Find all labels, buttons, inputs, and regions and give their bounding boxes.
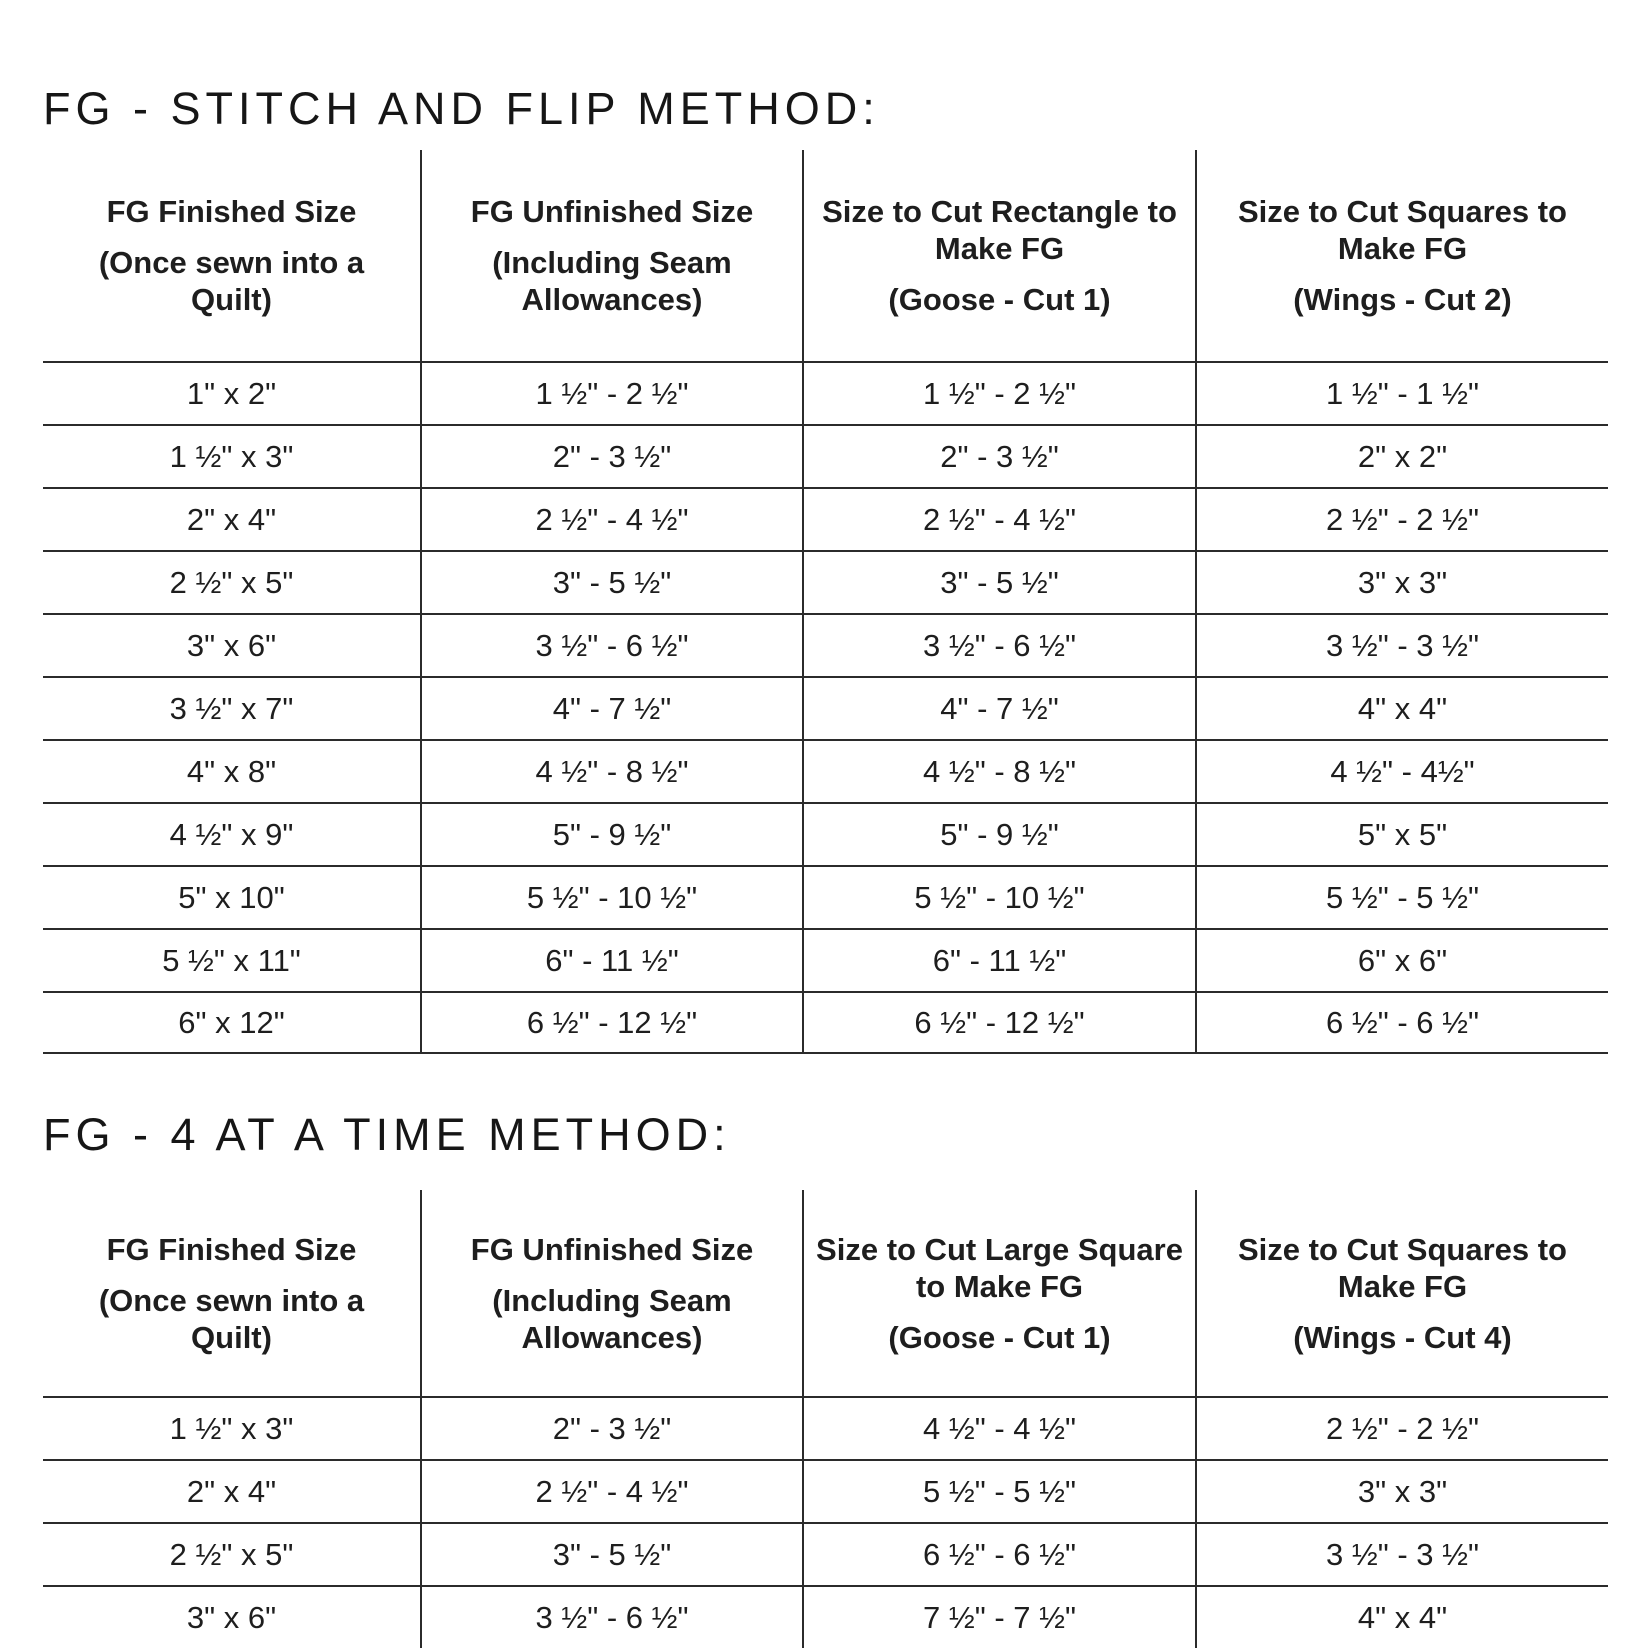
column-header — [1195, 1190, 1608, 1396]
column-header-subnote: (Goose - Cut 1) — [888, 1319, 1111, 1355]
size-cell: 3 ½" - 3 ½" — [1195, 613, 1608, 676]
size-cell: 2" - 3 ½" — [420, 424, 802, 487]
size-cell: 6" - 11 ½" — [420, 928, 802, 991]
size-cell: 1" x 2" — [43, 361, 420, 424]
size-cell: 6 ½" - 12 ½" — [420, 991, 802, 1054]
column-header-label: Size to Cut Squares to Make FG — [1238, 194, 1567, 266]
size-cell: 3 ½" - 6 ½" — [420, 1585, 802, 1648]
size-cell: 5 ½" - 5 ½" — [802, 1459, 1195, 1522]
size-cell: 5 ½" - 5 ½" — [1195, 865, 1608, 928]
column-header-subnote: (Once sewn into a Quilt) — [98, 245, 365, 317]
size-cell: 5" x 10" — [43, 865, 420, 928]
section-title-4-at-a-time: FG - 4 AT A TIME METHOD: — [43, 1109, 731, 1160]
section-title-stitch-and-flip: FG - STITCH AND FLIP METHOD: — [43, 83, 880, 134]
size-cell: 2" x 2" — [1195, 424, 1608, 487]
size-cell: 4" x 4" — [1195, 1585, 1608, 1648]
column-header-subnote: (Wings - Cut 2) — [1293, 282, 1512, 317]
size-cell: 6 ½" - 6 ½" — [1195, 991, 1608, 1054]
size-cell: 5 ½" - 10 ½" — [802, 865, 1195, 928]
column-header-label: FG Finished Size — [106, 194, 357, 229]
size-cell: 2 ½" x 5" — [43, 550, 420, 613]
size-cell: 4 ½" - 4½" — [1195, 739, 1608, 802]
size-cell: 1 ½" - 1 ½" — [1195, 361, 1608, 424]
size-cell: 5 ½" - 10 ½" — [420, 865, 802, 928]
size-cell: 5 ½" x 11" — [43, 928, 420, 991]
size-cell: 2 ½" - 2 ½" — [1195, 1396, 1608, 1459]
size-cell: 3 ½" x 7" — [43, 676, 420, 739]
size-cell: 3 ½" - 6 ½" — [802, 613, 1195, 676]
size-cell: 7 ½" - 7 ½" — [802, 1585, 1195, 1648]
size-cell: 6 ½" - 12 ½" — [802, 991, 1195, 1054]
size-cell: 2 ½" - 2 ½" — [1195, 487, 1608, 550]
size-cell: 4 ½" - 4 ½" — [802, 1396, 1195, 1459]
size-cell: 4 ½" x 9" — [43, 802, 420, 865]
size-cell: 6 ½" - 6 ½" — [802, 1522, 1195, 1585]
size-cell: 6" x 6" — [1195, 928, 1608, 991]
size-cell: 4" - 7 ½" — [420, 676, 802, 739]
size-cell: 6" - 11 ½" — [802, 928, 1195, 991]
size-cell: 3 ½" - 6 ½" — [420, 613, 802, 676]
size-cell: 3" x 6" — [43, 1585, 420, 1648]
column-header — [420, 1190, 802, 1396]
column-header — [43, 150, 420, 361]
column-header-label: FG Finished Size — [106, 1231, 357, 1267]
size-cell: 2 ½" x 5" — [43, 1522, 420, 1585]
size-cell: 3" x 3" — [1195, 550, 1608, 613]
size-cell: 4 ½" - 8 ½" — [420, 739, 802, 802]
column-header-label: FG Unfinished Size — [470, 194, 754, 229]
column-header — [43, 1190, 420, 1396]
column-header — [420, 150, 802, 361]
size-cell: 3" - 5 ½" — [420, 1522, 802, 1585]
stitch-and-flip-table — [43, 150, 1608, 1054]
size-cell: 3" - 5 ½" — [420, 550, 802, 613]
column-header-label: Size to Cut Squares to Make FG — [1238, 1231, 1567, 1304]
size-cell: 1 ½" - 2 ½" — [420, 361, 802, 424]
size-cell: 5" - 9 ½" — [802, 802, 1195, 865]
size-cell: 5" x 5" — [1195, 802, 1608, 865]
column-header — [802, 150, 1195, 361]
size-cell: 4" x 4" — [1195, 676, 1608, 739]
column-header-label: FG Unfinished Size — [470, 1231, 754, 1267]
size-cell: 3" - 5 ½" — [802, 550, 1195, 613]
size-cell: 3 ½" - 3 ½" — [1195, 1522, 1608, 1585]
size-cell: 2" x 4" — [43, 487, 420, 550]
size-cell: 5" - 9 ½" — [420, 802, 802, 865]
size-cell: 1 ½" x 3" — [43, 424, 420, 487]
column-header-subnote: (Including Seam Allowances) — [492, 245, 732, 317]
size-cell: 3" x 3" — [1195, 1459, 1608, 1522]
size-cell: 2" x 4" — [43, 1459, 420, 1522]
size-cell: 2 ½" - 4 ½" — [802, 487, 1195, 550]
column-header-subnote: (Once sewn into a Quilt) — [98, 1282, 365, 1355]
size-cell: 4 ½" - 8 ½" — [802, 739, 1195, 802]
column-header-subnote: (Wings - Cut 4) — [1293, 1319, 1512, 1355]
column-header-subnote: (Including Seam Allowances) — [492, 1282, 732, 1355]
size-cell: 4" - 7 ½" — [802, 676, 1195, 739]
size-cell: 2" - 3 ½" — [420, 1396, 802, 1459]
size-cell: 2 ½" - 4 ½" — [420, 487, 802, 550]
size-cell: 4" x 8" — [43, 739, 420, 802]
size-cell: 2" - 3 ½" — [802, 424, 1195, 487]
column-header-subnote: (Goose - Cut 1) — [888, 282, 1111, 317]
size-cell: 1 ½" - 2 ½" — [802, 361, 1195, 424]
size-cell: 1 ½" x 3" — [43, 1396, 420, 1459]
size-cell: 3" x 6" — [43, 613, 420, 676]
column-header — [1195, 150, 1608, 361]
column-header — [802, 1190, 1195, 1396]
size-cell: 6" x 12" — [43, 991, 420, 1054]
four-at-a-time-table — [43, 1190, 1608, 1648]
column-header-label: Size to Cut Large Square to Make FG — [816, 1231, 1183, 1304]
column-header-label: Size to Cut Rectangle to Make FG — [822, 194, 1177, 266]
size-cell: 2 ½" - 4 ½" — [420, 1459, 802, 1522]
